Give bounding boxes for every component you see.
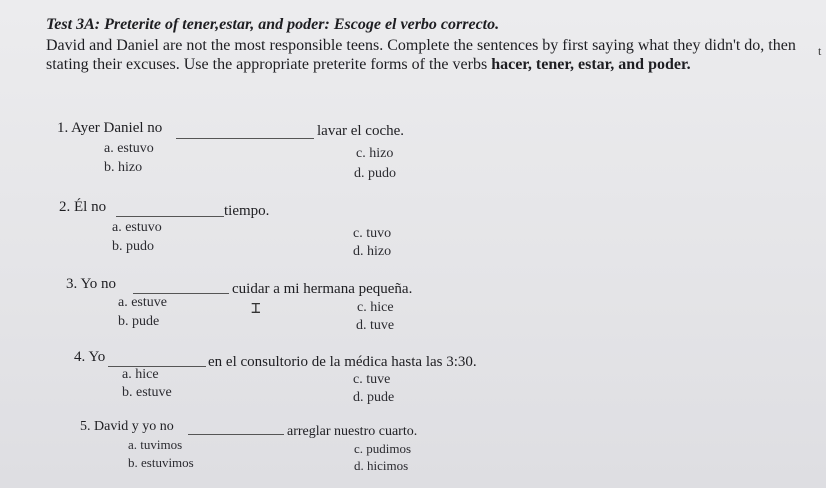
- question-5-ending: arreglar nuestro cuarto.: [287, 424, 418, 439]
- question-3-option-d[interactable]: d. tuve: [356, 318, 395, 333]
- question-4-option-b[interactable]: b. estuve: [122, 385, 172, 400]
- instructions-verbs: hacer, tener, estar, and poder.: [491, 56, 691, 73]
- text-cursor-icon: ⌶: [251, 298, 261, 317]
- question-2-stem: 2. Él no: [59, 199, 107, 215]
- question-5-option-a[interactable]: a. tuvimos: [128, 437, 183, 452]
- question-4-option-c[interactable]: c. tuve: [353, 372, 391, 387]
- instructions-text: David and Daniel are not the most responsible teens. Complete the sentences by first saying what they didn't do, then stating their excuses. Use the appropriate preterite forms of the verbs: [46, 37, 796, 73]
- question-1-ending: lavar el coche.: [317, 123, 405, 139]
- question-4-option-d[interactable]: d. pude: [353, 390, 395, 405]
- question-1-stem: 1. Ayer Daniel no: [57, 120, 163, 136]
- question-2-blank[interactable]: [116, 216, 224, 217]
- question-5-option-d[interactable]: d. hicimos: [354, 458, 409, 473]
- question-4-option-a[interactable]: a. hice: [122, 367, 159, 382]
- question-3-blank[interactable]: [133, 293, 229, 294]
- question-5-option-c[interactable]: c. pudimos: [354, 441, 412, 456]
- question-1-option-b[interactable]: b. hizo: [104, 160, 143, 175]
- question-3-option-c[interactable]: c. hice: [357, 300, 394, 315]
- question-3-option-a[interactable]: a. estuve: [118, 295, 167, 310]
- question-2-option-a[interactable]: a. estuvo: [112, 220, 162, 235]
- question-2-option-b[interactable]: b. pudo: [112, 239, 154, 254]
- question-1-blank[interactable]: [176, 138, 314, 139]
- stray-mark: t: [818, 44, 822, 58]
- question-1-option-c[interactable]: c. hizo: [356, 146, 394, 161]
- question-2-ending: tiempo.: [224, 203, 270, 219]
- instructions: [46, 36, 826, 74]
- question-4-stem: 4. Yo: [74, 349, 106, 365]
- question-2-option-c[interactable]: c. tuvo: [353, 226, 392, 241]
- question-3-ending: cuidar a mi hermana pequeña.: [232, 281, 413, 297]
- question-1-option-d[interactable]: d. pudo: [354, 166, 396, 181]
- question-2-option-d[interactable]: d. hizo: [353, 244, 392, 259]
- question-4-ending: en el consultorio de la médica hasta las 3:30.: [208, 354, 477, 370]
- question-5-option-b[interactable]: b. estuvimos: [128, 455, 194, 470]
- page-title: Test 3A: Preterite of tener,estar, and poder: Escoge el verbo correcto.: [46, 16, 500, 33]
- question-3-option-b[interactable]: b. pude: [118, 314, 160, 329]
- question-1-option-a[interactable]: a. estuvo: [104, 141, 154, 156]
- question-5-blank[interactable]: [188, 434, 284, 435]
- question-5-stem: 5. David y yo no: [80, 419, 174, 434]
- question-3-stem: 3. Yo no: [66, 276, 117, 292]
